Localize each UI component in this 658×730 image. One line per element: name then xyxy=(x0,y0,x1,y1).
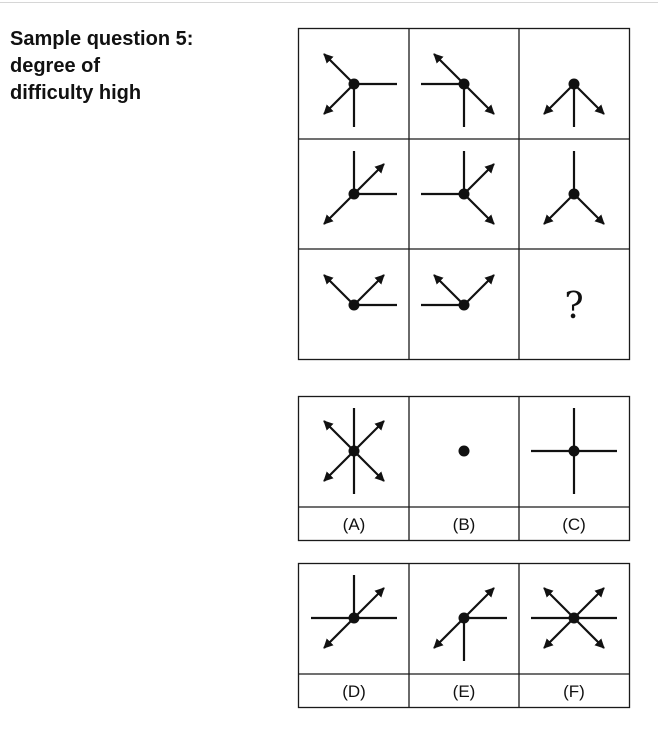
figure-arrows-sw-se-with-north-line xyxy=(544,151,604,224)
figure-arrows-nw-se-with-west-south-lines xyxy=(421,54,494,127)
matrix-cell-r1c3 xyxy=(544,79,604,128)
matrix-cell-r1c1 xyxy=(324,54,397,127)
figure-arrows-ne-sw-with-north-west-east-lines xyxy=(311,575,397,648)
figure-four-arrows-with-horizontal-line xyxy=(531,588,617,648)
matrix-cell-r2c3 xyxy=(544,151,604,224)
figure-arrows-ne-sw-with-east-south-lines xyxy=(434,588,507,661)
question-mark-icon: ? xyxy=(564,286,584,327)
option-e[interactable] xyxy=(434,588,507,701)
heading-line-3: difficulty high xyxy=(10,82,142,104)
matrix-cell-r1c2 xyxy=(421,54,494,127)
option-b[interactable] xyxy=(453,446,476,535)
option-c[interactable] xyxy=(531,408,617,534)
figure-plus-lines xyxy=(531,408,617,494)
matrix-cell-r2c1 xyxy=(324,151,397,224)
option-f[interactable] xyxy=(531,588,617,701)
option-c-label: (C) xyxy=(562,515,586,534)
figure-arrows-ne-sw-with-north-east-lines xyxy=(324,151,397,224)
option-d-label: (D) xyxy=(342,682,366,701)
figure-four-arrows-with-vertical-line xyxy=(324,408,384,494)
option-b-label: (B) xyxy=(452,515,476,534)
option-d[interactable] xyxy=(311,575,397,701)
matrix-cell-r2c2 xyxy=(421,151,494,224)
heading-line-1: Sample question 5: xyxy=(10,28,194,50)
figure-arrows-sw-se-with-south-line xyxy=(544,79,604,128)
figure-arrows-nw-sw-with-east-south-lines xyxy=(324,54,397,127)
matrix-cell-r3c3 xyxy=(564,286,583,327)
option-f-label: (F) xyxy=(563,682,585,701)
figure-arrows-ne-se-with-north-west-lines xyxy=(421,151,494,224)
heading-line-2: degree of xyxy=(10,55,101,77)
matrix-cell-r3c1 xyxy=(324,275,397,311)
option-a-label: (A) xyxy=(342,515,366,534)
matrix-cell-r3c2 xyxy=(421,275,494,311)
figure-dot-only xyxy=(459,446,470,457)
option-e-label: (E) xyxy=(452,682,476,701)
figure-arrows-nw-ne-with-west-line xyxy=(421,275,494,311)
option-a[interactable] xyxy=(324,408,384,534)
figure-arrows-nw-ne-with-east-line xyxy=(324,275,397,311)
